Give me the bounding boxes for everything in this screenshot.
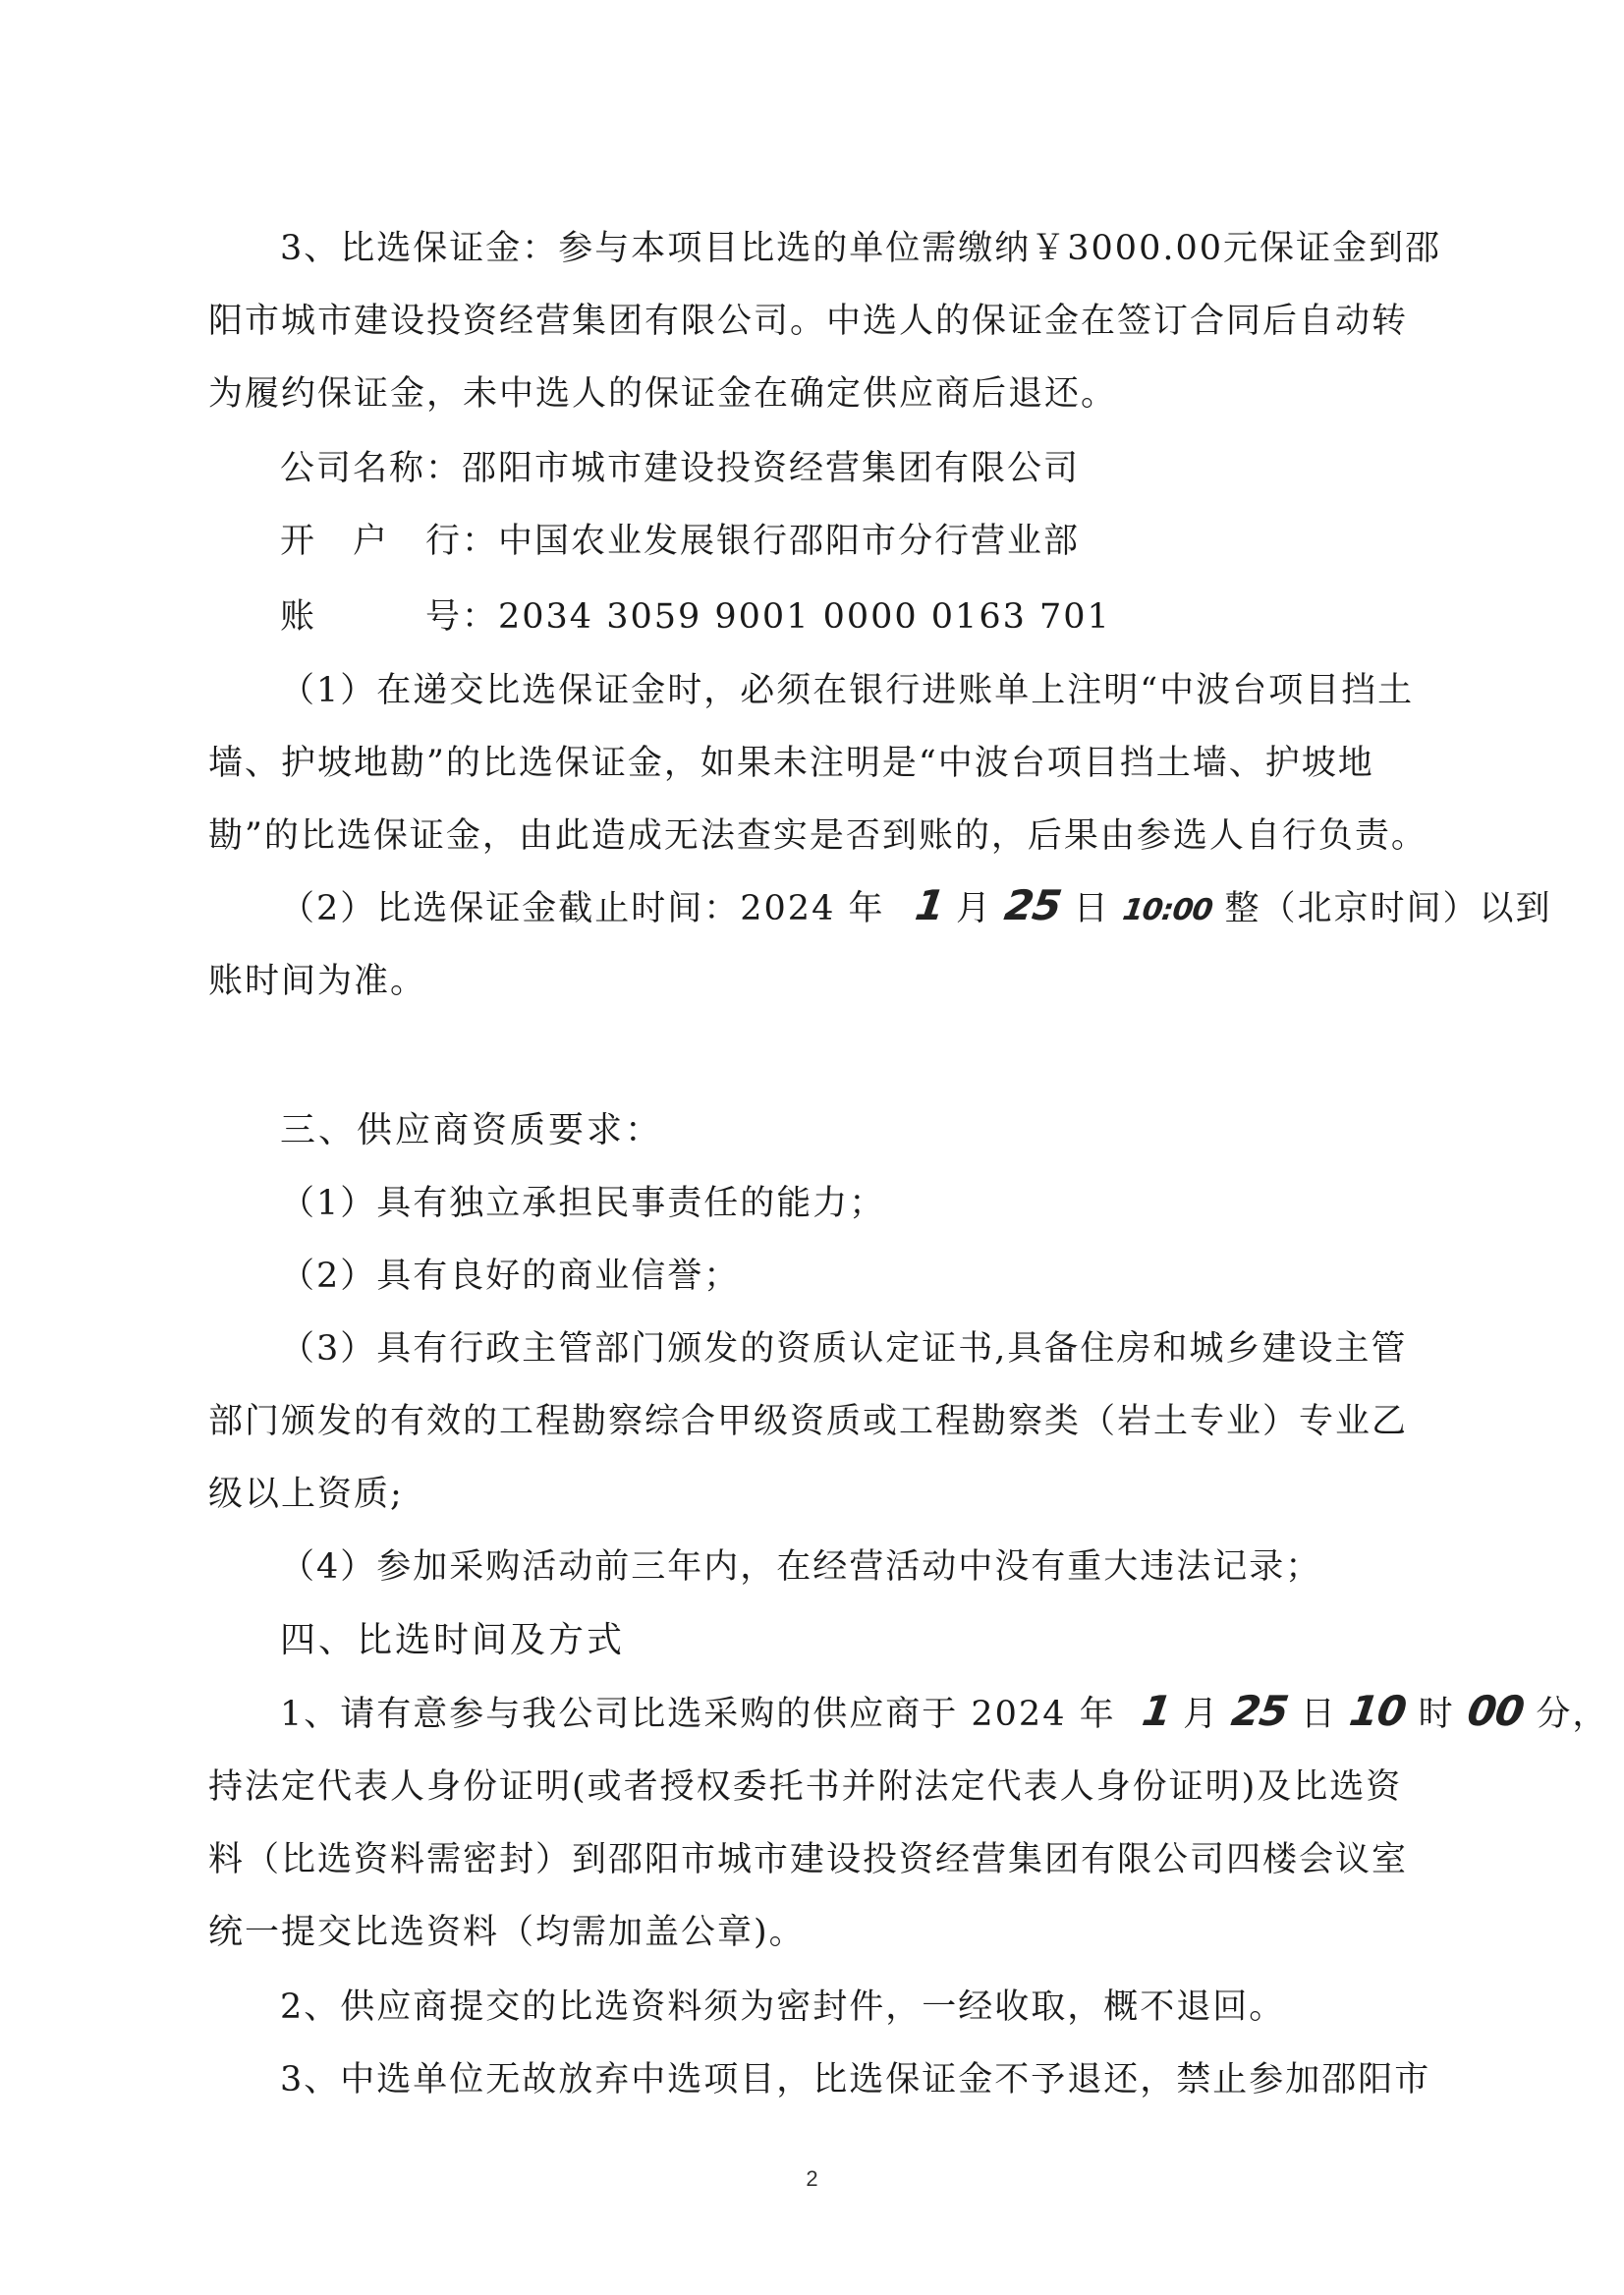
note1-line-2: 墙、护坡地勘”的比选保证金，如果未注明是“中波台项目挡土墙、护坡地 xyxy=(208,744,1374,783)
method-yue: 月 xyxy=(1183,1695,1220,1734)
method-heading: 四、比选时间及方式 xyxy=(280,1620,626,1660)
qualification-item-3: （3）具有行政主管部门颁发的资质认定证书,具备住房和城乡建设主管 xyxy=(280,1329,1408,1369)
handwritten-method-minute: 00 xyxy=(1464,1687,1527,1735)
qualification-item-1: （1）具有独立承担民事责任的能力； xyxy=(280,1184,886,1223)
deposit-line-2: 阳市城市建设投资经营集团有限公司。中选人的保证金在签订合同后自动转 xyxy=(208,302,1409,341)
method-item-1-line-2: 持法定代表人身份证明(或者授权委托书并附法定代表人身份证明)及比选资 xyxy=(208,1767,1403,1807)
note1-line-3: 勘”的比选保证金，由此造成无法查实是否到账的，后果由参选人自行负责。 xyxy=(208,816,1428,856)
method-item-1-prefix: 1、请有意参与我公司比选采购的供应商于 2024 年 xyxy=(280,1695,1116,1734)
handwritten-method-hour: 10 xyxy=(1346,1687,1409,1735)
method-fen: 分， xyxy=(1536,1695,1609,1734)
page-number: 2 xyxy=(806,2166,818,2191)
company-name-line: 公司名称：邵阳市城市建设投资经营集团有限公司 xyxy=(280,449,1081,488)
note2-line-1 xyxy=(280,881,1552,930)
note2-suffix: 整（北京时间）以到 xyxy=(1224,889,1552,928)
method-item-1-line-3: 料（比选资料需密封）到邵阳市城市建设投资经营集团有限公司四楼会议室 xyxy=(208,1840,1409,1879)
qualification-heading: 三、供应商资质要求： xyxy=(280,1110,664,1150)
bank-line: 开 户 行：中国农业发展银行邵阳市分行营业部 xyxy=(280,522,1081,561)
qualification-item-2: （2）具有良好的商业信誉； xyxy=(280,1257,741,1296)
qualification-item-3-cont-2: 级以上资质; xyxy=(208,1475,404,1514)
method-item-2: 2、供应商提交的比选资料须为密封件，一经收取，概不退回。 xyxy=(280,1987,1286,2027)
method-shi: 时 xyxy=(1418,1695,1455,1734)
qualification-item-3-cont-1: 部门颁发的有效的工程勘察综合甲级资质或工程勘察类（岩土专业）专业乙 xyxy=(208,1402,1409,1441)
handwritten-time: 10:00 xyxy=(1120,893,1214,927)
method-item-3: 3、中选单位无故放弃中选项目，比选保证金不予退还，禁止参加邵阳市 xyxy=(280,2060,1431,2099)
handwritten-method-month: 1 xyxy=(1139,1687,1174,1735)
note2-prefix: （2）比选保证金截止时间：2024 年 xyxy=(280,889,885,928)
account-line: 账 号：2034 3059 9001 0000 0163 701 xyxy=(280,597,1111,637)
note2-ri: 日 xyxy=(1073,889,1110,928)
handwritten-method-day: 25 xyxy=(1228,1687,1292,1735)
method-item-1-line-4: 统一提交比选资料（均需加盖公章)。 xyxy=(208,1913,806,1952)
qualification-item-4: （4）参加采购活动前三年内，在经营活动中没有重大违法记录； xyxy=(280,1547,1322,1587)
handwritten-month: 1 xyxy=(912,881,947,929)
note2-line-2: 账时间为准。 xyxy=(208,962,427,1001)
note1-line-1: （1）在递交比选保证金时，必须在银行进账单上注明“中波台项目挡土 xyxy=(280,671,1415,710)
deposit-line-1: 3、比选保证金：参与本项目比选的单位需缴纳￥3000.00元保证金到邵 xyxy=(280,229,1442,268)
deposit-line-3: 为履约保证金，未中选人的保证金在确定供应商后退还。 xyxy=(208,374,1118,414)
handwritten-day: 25 xyxy=(1001,881,1065,929)
note2-yue: 月 xyxy=(955,889,992,928)
method-ri: 日 xyxy=(1300,1695,1337,1734)
method-item-1-line-1 xyxy=(280,1687,1608,1736)
